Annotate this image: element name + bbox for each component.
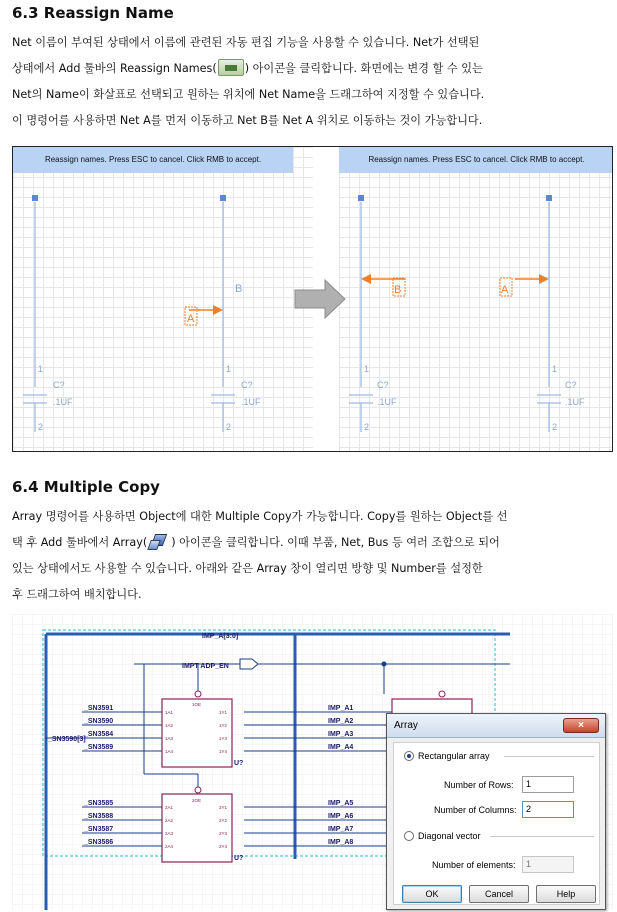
svg-text:C?: C? [53,380,65,390]
net-label-b: B [235,283,243,295]
svg-text:1: 1 [364,364,370,374]
cancel-button[interactable]: Cancel [469,885,529,903]
svg-text:2Y1: 2Y1 [219,805,228,810]
divider [490,836,594,837]
svg-text:C?: C? [565,380,577,390]
svg-text:_SN3584: _SN3584 [84,731,114,738]
net-end-marker [358,195,364,201]
svg-text:.1UF: .1UF [53,397,73,407]
diagonal-vector-radio[interactable] [404,831,414,841]
columns-input[interactable]: 2 [522,801,574,818]
paragraph-line: 상태에서 Add 툴바의 Reassign Names( ) 아이콘을 클릭합니다. 화면에는 변경 할 수 있는 [12,56,612,82]
svg-text:2A2: 2A2 [165,818,174,823]
svg-text:1: 1 [552,364,558,374]
svg-text:1OE: 1OE [192,702,202,707]
dialog-body [393,742,600,905]
svg-text:.1UF: .1UF [241,397,261,407]
svg-text:_SN3587: _SN3587 [84,826,114,833]
ic-ref-bottom: U? [234,855,244,862]
svg-text:IMP_A8: IMP_A8 [328,839,354,846]
net-label-a-moved: A [501,284,509,296]
help-button[interactable]: Help [536,885,596,903]
svg-text:IMP_A5: IMP_A5 [328,800,354,807]
reassign-arrow-a-right [539,274,549,284]
paragraph-line: 이 명령어를 사용하면 Net A를 먼저 이동하고 Net B를 Net A 위치로 이동하는 것이 가능합니다. [12,114,483,127]
svg-text:IMP_A2: IMP_A2 [328,718,354,725]
svg-text:2Y4: 2Y4 [219,844,228,849]
reassign-names-figure [12,146,613,452]
section-heading-multiple-copy: 6.4 Multiple Copy [12,478,160,496]
reassign-arrow-a [213,305,223,315]
diagonal-vector-label: Diagonal vector [418,831,481,841]
array-icon [148,532,170,550]
svg-text:2: 2 [38,422,44,432]
svg-text:1Y3: 1Y3 [219,736,228,741]
svg-text:2A4: 2A4 [165,844,174,849]
bus-label: IMP_A[3:0] [202,633,239,640]
status-banner-left: Reassign names. Press ESC to cancel. Click RMB to accept. [13,147,293,173]
svg-text:1A2: 1A2 [165,723,174,728]
svg-text:2A3: 2A3 [165,831,174,836]
svg-text:1Y1: 1Y1 [219,710,228,715]
net-end-marker [32,195,38,201]
dialog-title: Array [394,720,418,731]
svg-text:1A1: 1A1 [165,710,174,715]
section-63-paragraph [12,30,612,134]
net-label-b-moved: B [394,284,402,296]
elements-label: Number of elements: [432,860,516,870]
status-banner-right: Reassign names. Press ESC to cancel. Click RMB to accept. [339,147,613,173]
rectangular-array-radio[interactable] [404,751,414,761]
rectangular-array-label: Rectangular array [418,751,490,761]
section-heading-reassign-name: 6.3 Reassign Name [12,4,174,22]
paragraph-line: 있는 상태에서도 사용할 수 있습니다. 아래와 같은 Array 창이 열리면 방향 및 Number를 설정한 [12,562,483,575]
net-label-a: A [187,313,195,325]
columns-label: Number of Columns: [434,805,517,815]
reassign-names-icon [218,59,244,76]
paragraph-line: 택 후 Add 툴바에서 Array( ) 아이콘을 클릭합니다. 이때 부품, Net, Bus 등 여러 조합으로 되어 [12,530,612,556]
paragraph-line: Net 이름이 부여된 상태에서 이름에 관련된 자동 편집 기능을 사용할 수 있습니다. Net가 선택된 [12,36,480,49]
rows-label: Number of Rows: [444,780,514,790]
reassign-schematic [13,147,613,452]
dialog-title-bar[interactable] [387,714,605,738]
svg-text:_SN3591: _SN3591 [84,705,114,712]
svg-text:2: 2 [552,422,558,432]
divider [504,756,594,757]
section-64-paragraph [12,504,612,608]
svg-text:_SN3586: _SN3586 [84,839,114,846]
ok-button[interactable]: OK [402,885,462,903]
svg-text:C?: C? [241,380,253,390]
left-bus-label: _SN3590[3] [48,736,86,743]
svg-text:IMP_A4: IMP_A4 [328,744,354,751]
svg-text:IMP_A1: IMP_A1 [328,705,354,712]
svg-text:IMP_A6: IMP_A6 [328,813,354,820]
paragraph-line: Array 명령어를 사용하면 Object에 대한 Multiple Copy가 가능합니다. Copy를 원하는 Object를 선 [12,510,508,523]
svg-text:2: 2 [364,422,370,432]
svg-text:2OE: 2OE [192,798,202,803]
svg-text:.1UF: .1UF [377,397,397,407]
net-end-marker [220,195,226,201]
svg-text:1: 1 [226,364,232,374]
svg-text:1A4: 1A4 [165,749,174,754]
transition-arrow-icon [295,280,345,318]
svg-text:1Y2: 1Y2 [219,723,228,728]
svg-text:_SN3585: _SN3585 [84,800,114,807]
net-end-marker [546,195,552,201]
ic-ref-top: U? [234,760,244,767]
svg-text:_SN3589: _SN3589 [84,744,114,751]
svg-text:.1UF: .1UF [565,397,585,407]
port-label: IMPT ADP_EN [182,663,229,670]
svg-text:_SN3590: _SN3590 [84,718,114,725]
reassign-arrow-b [361,274,371,284]
svg-text:IMP_A3: IMP_A3 [328,731,354,738]
paragraph-line: 후 드래그하여 배치합니다. [12,588,142,601]
paragraph-line: Net의 Name이 화살표로 선택되고 원하는 위치에 Net Name을 드래그하여 지정할 수 있습니다. [12,88,485,101]
close-button[interactable]: × [563,718,599,733]
svg-text:_SN3588: _SN3588 [84,813,114,820]
svg-text:2Y3: 2Y3 [219,831,228,836]
svg-text:2: 2 [226,422,232,432]
svg-text:1: 1 [38,364,44,374]
array-dialog [386,713,606,910]
rows-input[interactable]: 1 [522,776,574,793]
svg-text:IMP_A7: IMP_A7 [328,826,354,833]
elements-input[interactable]: 1 [522,856,574,873]
svg-text:1A3: 1A3 [165,736,174,741]
svg-text:1Y4: 1Y4 [219,749,228,754]
svg-text:C?: C? [377,380,389,390]
svg-text:2Y2: 2Y2 [219,818,228,823]
svg-text:2A1: 2A1 [165,805,174,810]
